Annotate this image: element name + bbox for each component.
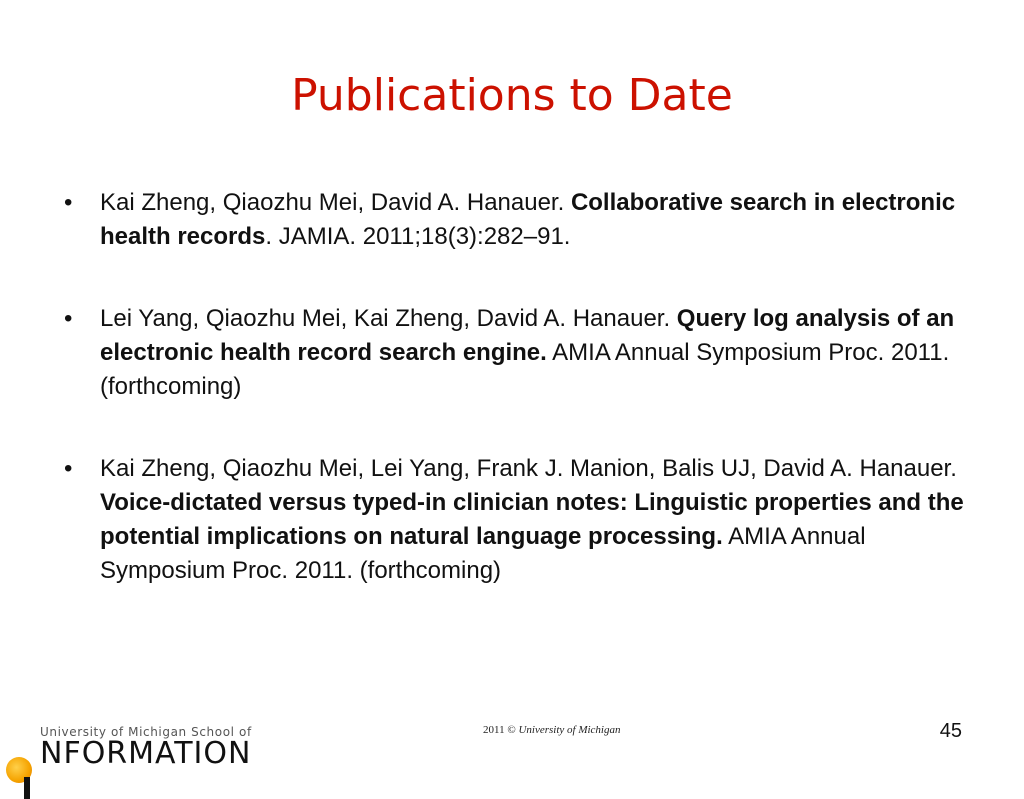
publication-list xyxy=(64,186,964,636)
publication-title: Collaborative search in electronic health records xyxy=(100,189,956,250)
logo-school-name: University of Michigan School of xyxy=(40,725,252,739)
copyright-prefix: 2011 © xyxy=(483,724,519,736)
publication-authors: Kai Zheng, Qiaozhu Mei, Lei Yang, Frank J. Manion, Balis UJ, David A. Hanauer. xyxy=(100,455,957,482)
publication-item xyxy=(64,302,964,404)
page-number: 45 xyxy=(939,720,962,742)
logo-wordmark xyxy=(18,736,251,770)
publication-venue: AMIA Annual Symposium Proc. 2011. (forthcoming) xyxy=(100,339,950,400)
publication-venue: . JAMIA. 2011;18(3):282–91. xyxy=(265,223,571,250)
bullet-icon: • xyxy=(64,455,73,482)
publication-title: Query log analysis of an electronic health record search engine. xyxy=(100,305,955,366)
publication-authors: Lei Yang, Qiaozhu Mei, Kai Zheng, David A. Hanauer. xyxy=(100,305,677,332)
publication-item xyxy=(64,186,964,254)
publication-title: Voice-dictated versus typed-in clinician notes: Linguistic properties and the potential implications on natural language processing. xyxy=(100,489,964,550)
publication-venue: AMIA Annual Symposium Proc. 2011. (forthcoming) xyxy=(100,523,866,584)
bullet-icon: • xyxy=(64,189,73,216)
slide-title: Publications to Date xyxy=(291,70,733,121)
bullet-icon: • xyxy=(64,305,73,332)
copyright-notice xyxy=(483,724,621,736)
logo-word-text: NFORMATION xyxy=(40,736,252,771)
school-logo xyxy=(0,722,270,771)
publication-item xyxy=(64,452,964,588)
copyright-org: University of Michigan xyxy=(518,724,621,736)
publication-authors: Kai Zheng, Qiaozhu Mei, David A. Hanauer. xyxy=(100,189,571,216)
